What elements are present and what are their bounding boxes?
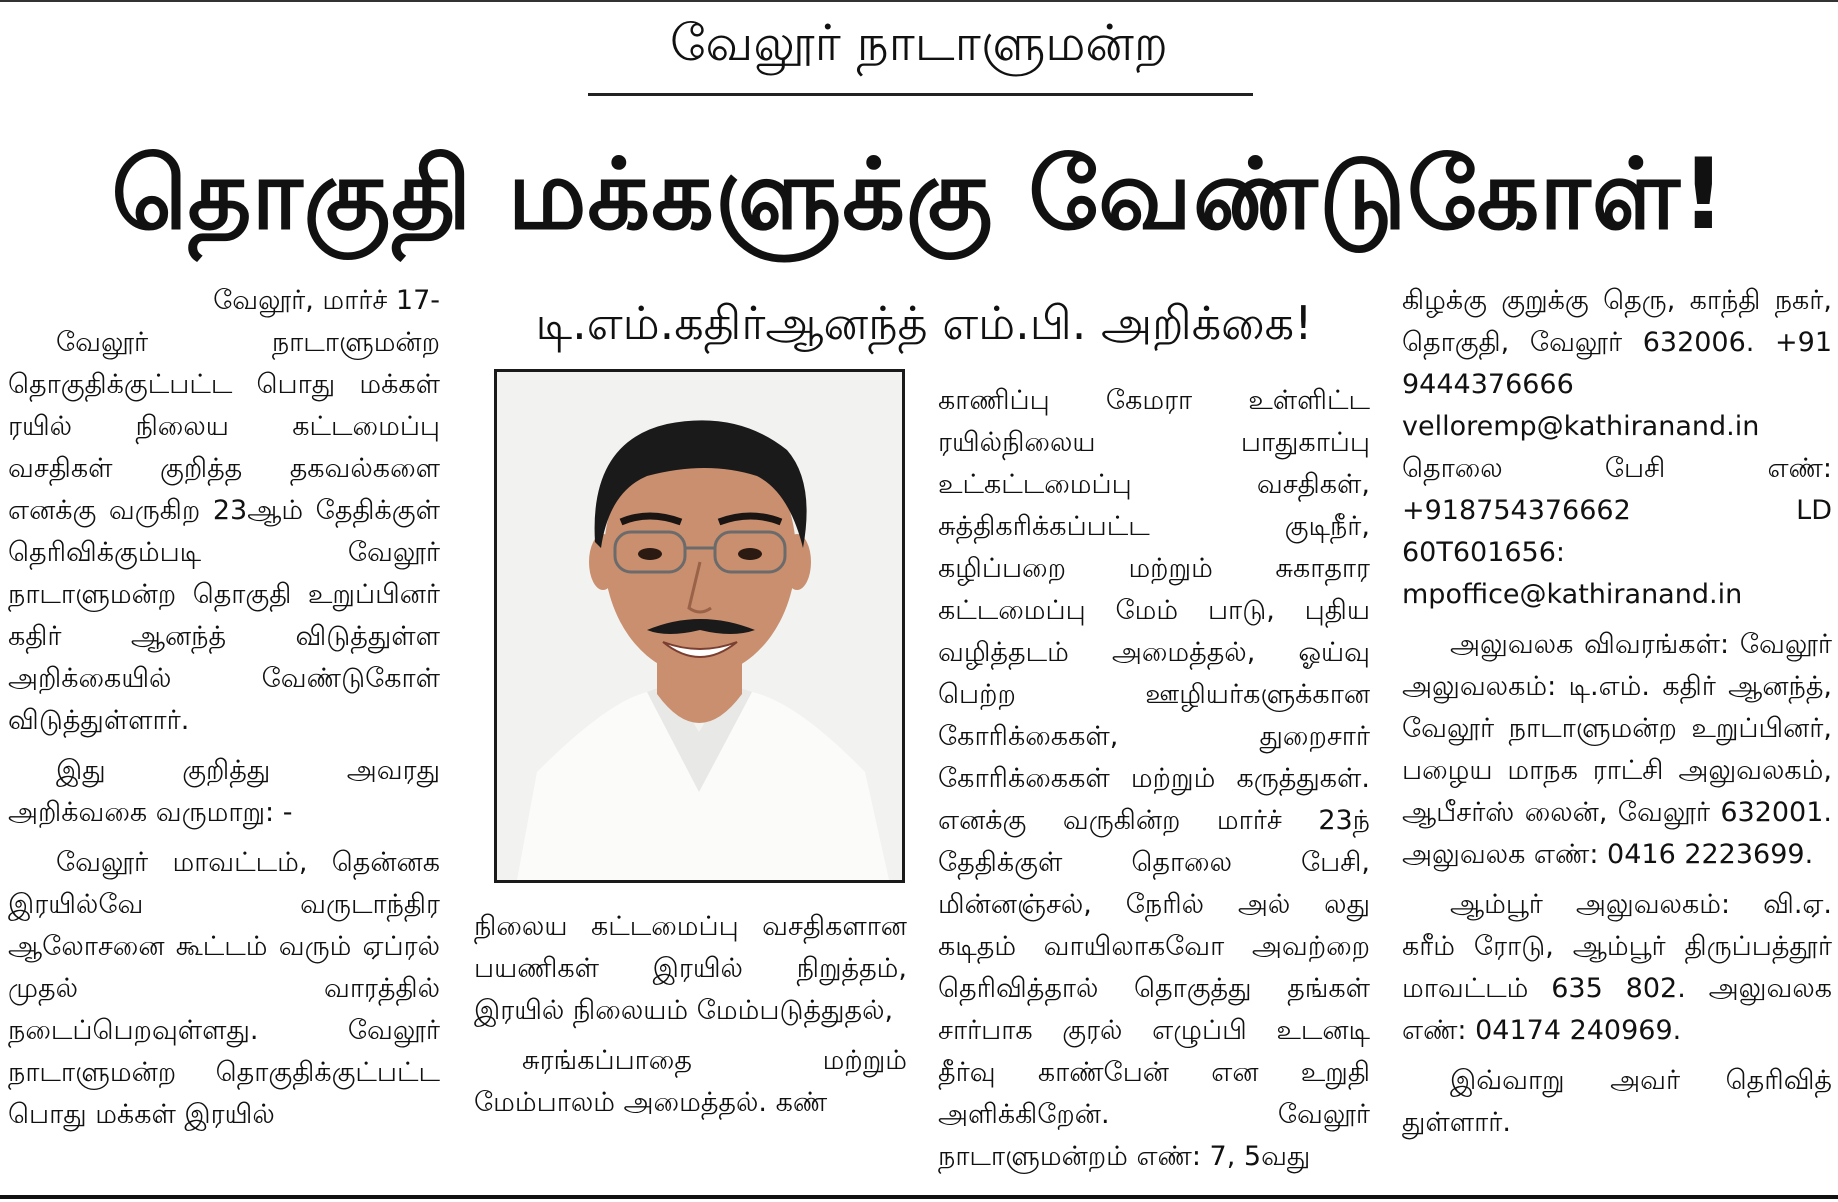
kicker-title: வேலூர் நாடாளுமன்ற (670, 14, 1168, 72)
closing-paragraph: இவ்வாறு அவர் தெரிவித் துள்ளார். (1402, 1065, 1832, 1138)
paragraph: இது குறித்து அவரது அறிக்வகை வருமாறு: - (8, 755, 440, 828)
article-column-1 (8, 280, 440, 1136)
article-column-4 (1402, 280, 1832, 1144)
left-eye (638, 548, 662, 560)
paragraph: வேலூர் நாடாளுமன்ற தொகுதிக்குட்பட்ட பொது மக்கள் ரயில் நிலைய கட்டமைப்பு வசதிகள் குறித்த தகவல்களை எனக்கு வருகிற 23ஆம் தேதிக்குள் தெரிவிக்கும்படி வேலூர் நாடாளுமன்ற தொகுதி உறுப்பினர் கதிர் ஆனந்த் விடுத்துள்ள அறிக்கையில் வேண்டுகோள் விடுத்துள்ளார். (8, 327, 440, 736)
paragraph: வேலூர் மாவட்டம், தென்னக இரயில்வே வருடாந்திர ஆலோசனை கூட்டம் வரும் ஏப்ரல் முதல் வாரத்தில் நடைப்பெறவுள்ளது. வேலூர் நாடாளுமன்ற தொகுதிக்குட்பட்ட பொது மக்கள் இரயில் (8, 847, 440, 1130)
article-column-2 (474, 906, 907, 1124)
headline: தொகுதி மக்களுக்கு வேண்டுகோள்! (111, 138, 1727, 252)
article-column-3 (938, 380, 1370, 1178)
dateline: வேலூர், மார்ச் 17- (213, 285, 440, 316)
contact-paragraph: கிழக்கு குறுக்கு தெரு, காந்தி நகர், தொகுதி, வேலூர் 632006. +91 9444376666 velloremp@kathiranand.in தொலை பேசி எண்: +918754376662 LD 60T601656: mpoffice@kathiranand.in (1402, 285, 1832, 610)
right-eye (738, 548, 762, 560)
subheadline: டி.எம்.கதிர்ஆனந்த் எம்.பி. அறிக்கை! (535, 296, 1313, 350)
kicker-underline (588, 93, 1253, 96)
paragraph: சுரங்கப்பாதை மற்றும் மேம்பாலம் அமைத்தல். கண் (474, 1045, 907, 1118)
portrait-photo (494, 369, 905, 883)
ambur-office-paragraph: ஆம்பூர் அலுவலகம்: வி.ஏ. கரீம் ரோடு, ஆம்பூர் திருப்பத்தூர் மாவட்டம் 635 802. அலுவலக எண்: 04174 240969. (1402, 889, 1832, 1046)
office-details-paragraph: அலுவலக விவரங்கள்: வேலூர் அலுவலகம்: டி.எம். கதிர் ஆனந்த், வேலூர் நாடாளுமன்ற உறுப்பினர், பழைய மாநக ராட்சி அலுவலகம், ஆபீசர்ஸ் லைன், வேலூர் 632001. அலுவலக எண்: 0416 2223699. (1402, 629, 1832, 870)
paragraph: நிலைய கட்டமைப்பு வசதிகளான பயணிகள் இரயில் நிறுத்தம், இரயில் நிலையம் மேம்படுத்துதல், (474, 911, 907, 1026)
top-border-rule (0, 0, 1838, 2)
bottom-border-rule (0, 1195, 1838, 1199)
paragraph: காணிப்பு கேமரா உள்ளிட்ட ரயில்நிலைய பாதுகாப்பு உட்கட்டமைப்பு வசதிகள், சுத்திகரிக்கப்பட்ட குடிநீர், கழிப்பறை மற்றும் சுகாதார கட்டமைப்பு மேம் பாடு, புதிய வழித்தடம் அமைத்தல், ஓய்வு பெற்ற ஊழியர்களுக்கான கோரிக்கைகள், துறைசார் கோரிக்கைகள் மற்றும் கருத்துகள். எனக்கு வருகின்ற மார்ச் 23ந் தேதிக்குள் தொலை பேசி, மின்னஞ்சல், நேரில் அல் லது கடிதம் வாயிலாகவோ அவற்றை தெரிவித்தால் தொகுத்து தங்கள் சார்பாக குரல் எழுப்பி உடனடி தீர்வு காண்பேன் என உறுதி அளிக்கிறேன். வேலூர் நாடாளுமன்றம் எண்: 7, 5வது (938, 385, 1370, 1172)
portrait-illustration (497, 372, 902, 880)
